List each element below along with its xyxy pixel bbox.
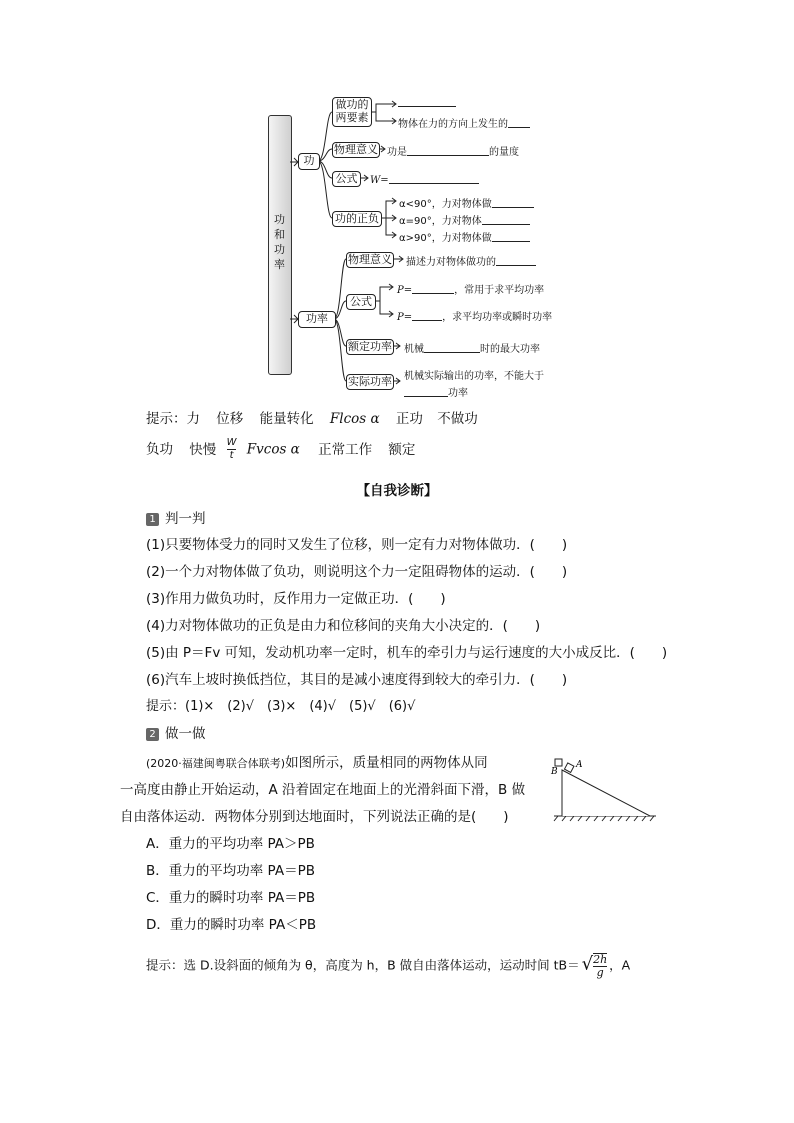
work-sign-line1	[399, 195, 534, 210]
power-meaning-label: 物理意义	[348, 253, 392, 266]
work-two-elements-label: 做功的两要素	[335, 98, 369, 124]
blank-power-2	[412, 309, 442, 321]
work-node	[298, 153, 320, 170]
power-formula-line1	[397, 281, 544, 296]
work-sign-line2	[399, 212, 530, 227]
work-formula-w: W=	[370, 175, 389, 186]
power-formula-p1: P=	[397, 285, 413, 296]
actual-power-line1-text: 机械实际输出的功率，不能大于	[404, 371, 544, 382]
work-sign-line3-text: α>90°，力对物体做	[399, 233, 492, 244]
blank-speed	[496, 254, 536, 266]
hint1-item: 正常工作	[318, 441, 373, 458]
power-formula-line1-desc: ，常用于求平均功率	[454, 285, 545, 296]
option-c: C．重力的瞬时功率 PA＝PB	[146, 890, 316, 906]
question-source: (2020·福建闽粤联合体联考)	[146, 757, 286, 770]
blank-energy	[407, 144, 489, 156]
actual-power-box	[346, 374, 394, 390]
incline-figure	[552, 756, 660, 822]
hint-text-a: 提示：选 D.设斜面的倾角为 θ，高度为 h，B 做自由落体运动，运动时间 tB＝	[146, 957, 580, 973]
hint1-item: 额定	[388, 441, 416, 458]
hint1-item: 位移	[216, 411, 244, 427]
judge-item: (5)由 P＝Fv 可知，发动机功率一定时，机车的牵引力与运行速度的大小成反比．( )	[146, 645, 668, 661]
blank-sign-2	[482, 213, 530, 225]
hint-text-b: ，A	[609, 957, 631, 973]
work-sign-line1-text: α<90°，力对物体做	[399, 199, 492, 210]
hint1-item: 能量转化	[259, 411, 314, 427]
rated-power-label: 额定功率	[348, 340, 392, 353]
power-meaning-text	[406, 253, 536, 268]
section2-badge: 2	[146, 728, 159, 741]
sqrt-num: 2h	[593, 953, 608, 966]
hint1-item: 负功	[146, 441, 173, 458]
blank-displacement	[508, 116, 530, 128]
hint1-row1	[146, 407, 478, 427]
frac-den: t	[229, 450, 234, 461]
judge-item: (4)力对物体做功的正负是由力和位移间的夹角大小决定的．( )	[146, 618, 541, 634]
power-formula-label: 公式	[350, 295, 372, 308]
section2-heading	[146, 722, 206, 742]
rated-power-b: 时的最大功率	[480, 344, 540, 355]
rated-power-box	[346, 339, 394, 355]
actual-power-line2	[404, 384, 468, 399]
work-node-label: 功	[303, 154, 315, 167]
section1-heading	[146, 507, 206, 527]
work-sign-box	[332, 211, 382, 227]
label-a: A	[576, 760, 583, 770]
work-sign-label: 功的正负	[335, 212, 379, 225]
hint1-row2	[146, 437, 415, 462]
label-b: B	[551, 767, 558, 777]
work-meaning-a: 功是	[387, 147, 407, 158]
power-node-label: 功率	[306, 312, 328, 325]
hint1-item: 快慢	[189, 441, 217, 458]
power-formula-box	[346, 294, 376, 310]
work-two-elements-box	[332, 97, 372, 127]
section2-title: 做一做	[165, 726, 206, 742]
blank-rated	[424, 341, 480, 353]
power-formula-line2	[397, 308, 552, 323]
section2-hint	[146, 953, 630, 979]
rated-power-a: 机械	[404, 344, 424, 355]
blank-actual	[404, 385, 448, 397]
work-formula-text	[370, 172, 479, 186]
work-formula-label: 公式	[335, 172, 358, 185]
hint1-label: 提示：	[146, 411, 187, 427]
hint1-item: 正功	[395, 411, 423, 427]
hint1-fraction	[227, 437, 237, 462]
work-two-elements-line2	[398, 115, 530, 130]
blank-sign-1	[492, 196, 534, 208]
work-formula-box	[332, 171, 361, 187]
section1-title: 判一判	[165, 511, 206, 527]
hint1-item: 力	[186, 411, 200, 427]
power-meaning-box	[346, 252, 394, 268]
question-stem-line2: 一高度由静止开始运动，A 沿着固定在地面上的光滑斜面下滑，B 做	[120, 782, 526, 798]
work-meaning-b: 的量度	[489, 147, 519, 158]
blank-sign-3	[492, 230, 530, 242]
sqrt-expression: √ $\frac{2h}{g}$	[581, 953, 608, 979]
blank-work-formula	[389, 172, 479, 184]
judge-item: (2)一个力对物体做了负功，则说明这个力一定阻碍物体的运动．( )	[146, 564, 568, 580]
power-meaning-text-value: 描述力对物体做功的	[406, 257, 496, 268]
sqrt-den: g	[596, 966, 604, 979]
judge-item: (6)汽车上坡时换低挡位，其目的是减小速度得到较大的牵引力．( )	[146, 672, 568, 688]
hint1-item: 不做功	[437, 411, 478, 427]
mind-map-connectors	[0, 0, 794, 400]
power-formula-p2: P=	[397, 312, 413, 323]
frac-num: W	[226, 437, 237, 448]
question-stem-text: 如图所示，质量相同的两物体从同	[285, 755, 488, 771]
question-stem-line3: 自由落体运动．两物体分别到达地面时，下列说法正确的是( )	[120, 809, 509, 825]
option-d: D．重力的瞬时功率 PA＜PB	[146, 917, 317, 933]
actual-power-label: 实际功率	[348, 375, 392, 388]
root-label: 功和功率	[274, 213, 285, 271]
actual-power-line2-text: 功率	[448, 388, 468, 399]
section1-hint: 提示：(1)× (2)√ (3)× (4)√ (5)√ (6)√	[146, 699, 416, 714]
blank-power-1	[412, 282, 454, 294]
power-node	[298, 311, 336, 328]
option-b: B．重力的平均功率 PA＝PB	[146, 863, 315, 879]
self-diagnosis-title: 【自我诊断】	[356, 483, 438, 499]
work-sign-line2-text: α=90°，力对物体	[399, 216, 482, 227]
option-a: A．重力的平均功率 PA＞PB	[146, 836, 315, 852]
power-formula-line2-desc: ，求平均功率或瞬时功率	[442, 312, 553, 323]
hint1-fvcos: Fvcos α	[246, 441, 300, 458]
hint1-flcos: Flcos α	[329, 411, 380, 427]
work-meaning-label: 物理意义	[334, 143, 378, 156]
rated-power-text	[404, 340, 540, 355]
judge-item: (3)作用力做负功时，反作用力一定做正功．( )	[146, 591, 446, 607]
work-meaning-box	[332, 142, 380, 158]
work-sign-line3	[399, 229, 530, 244]
work-meaning-text	[387, 143, 519, 158]
work-two-elements-line2-text: 物体在力的方向上发生的	[398, 119, 508, 130]
judge-item: (1)只要物体受力的同时又发生了位移，则一定有力对物体做功．( )	[146, 537, 568, 553]
blank-two-elements-1	[398, 95, 456, 107]
question-stem-line1	[146, 751, 488, 771]
actual-power-line1	[404, 367, 544, 382]
section1-badge: 1	[146, 513, 159, 526]
